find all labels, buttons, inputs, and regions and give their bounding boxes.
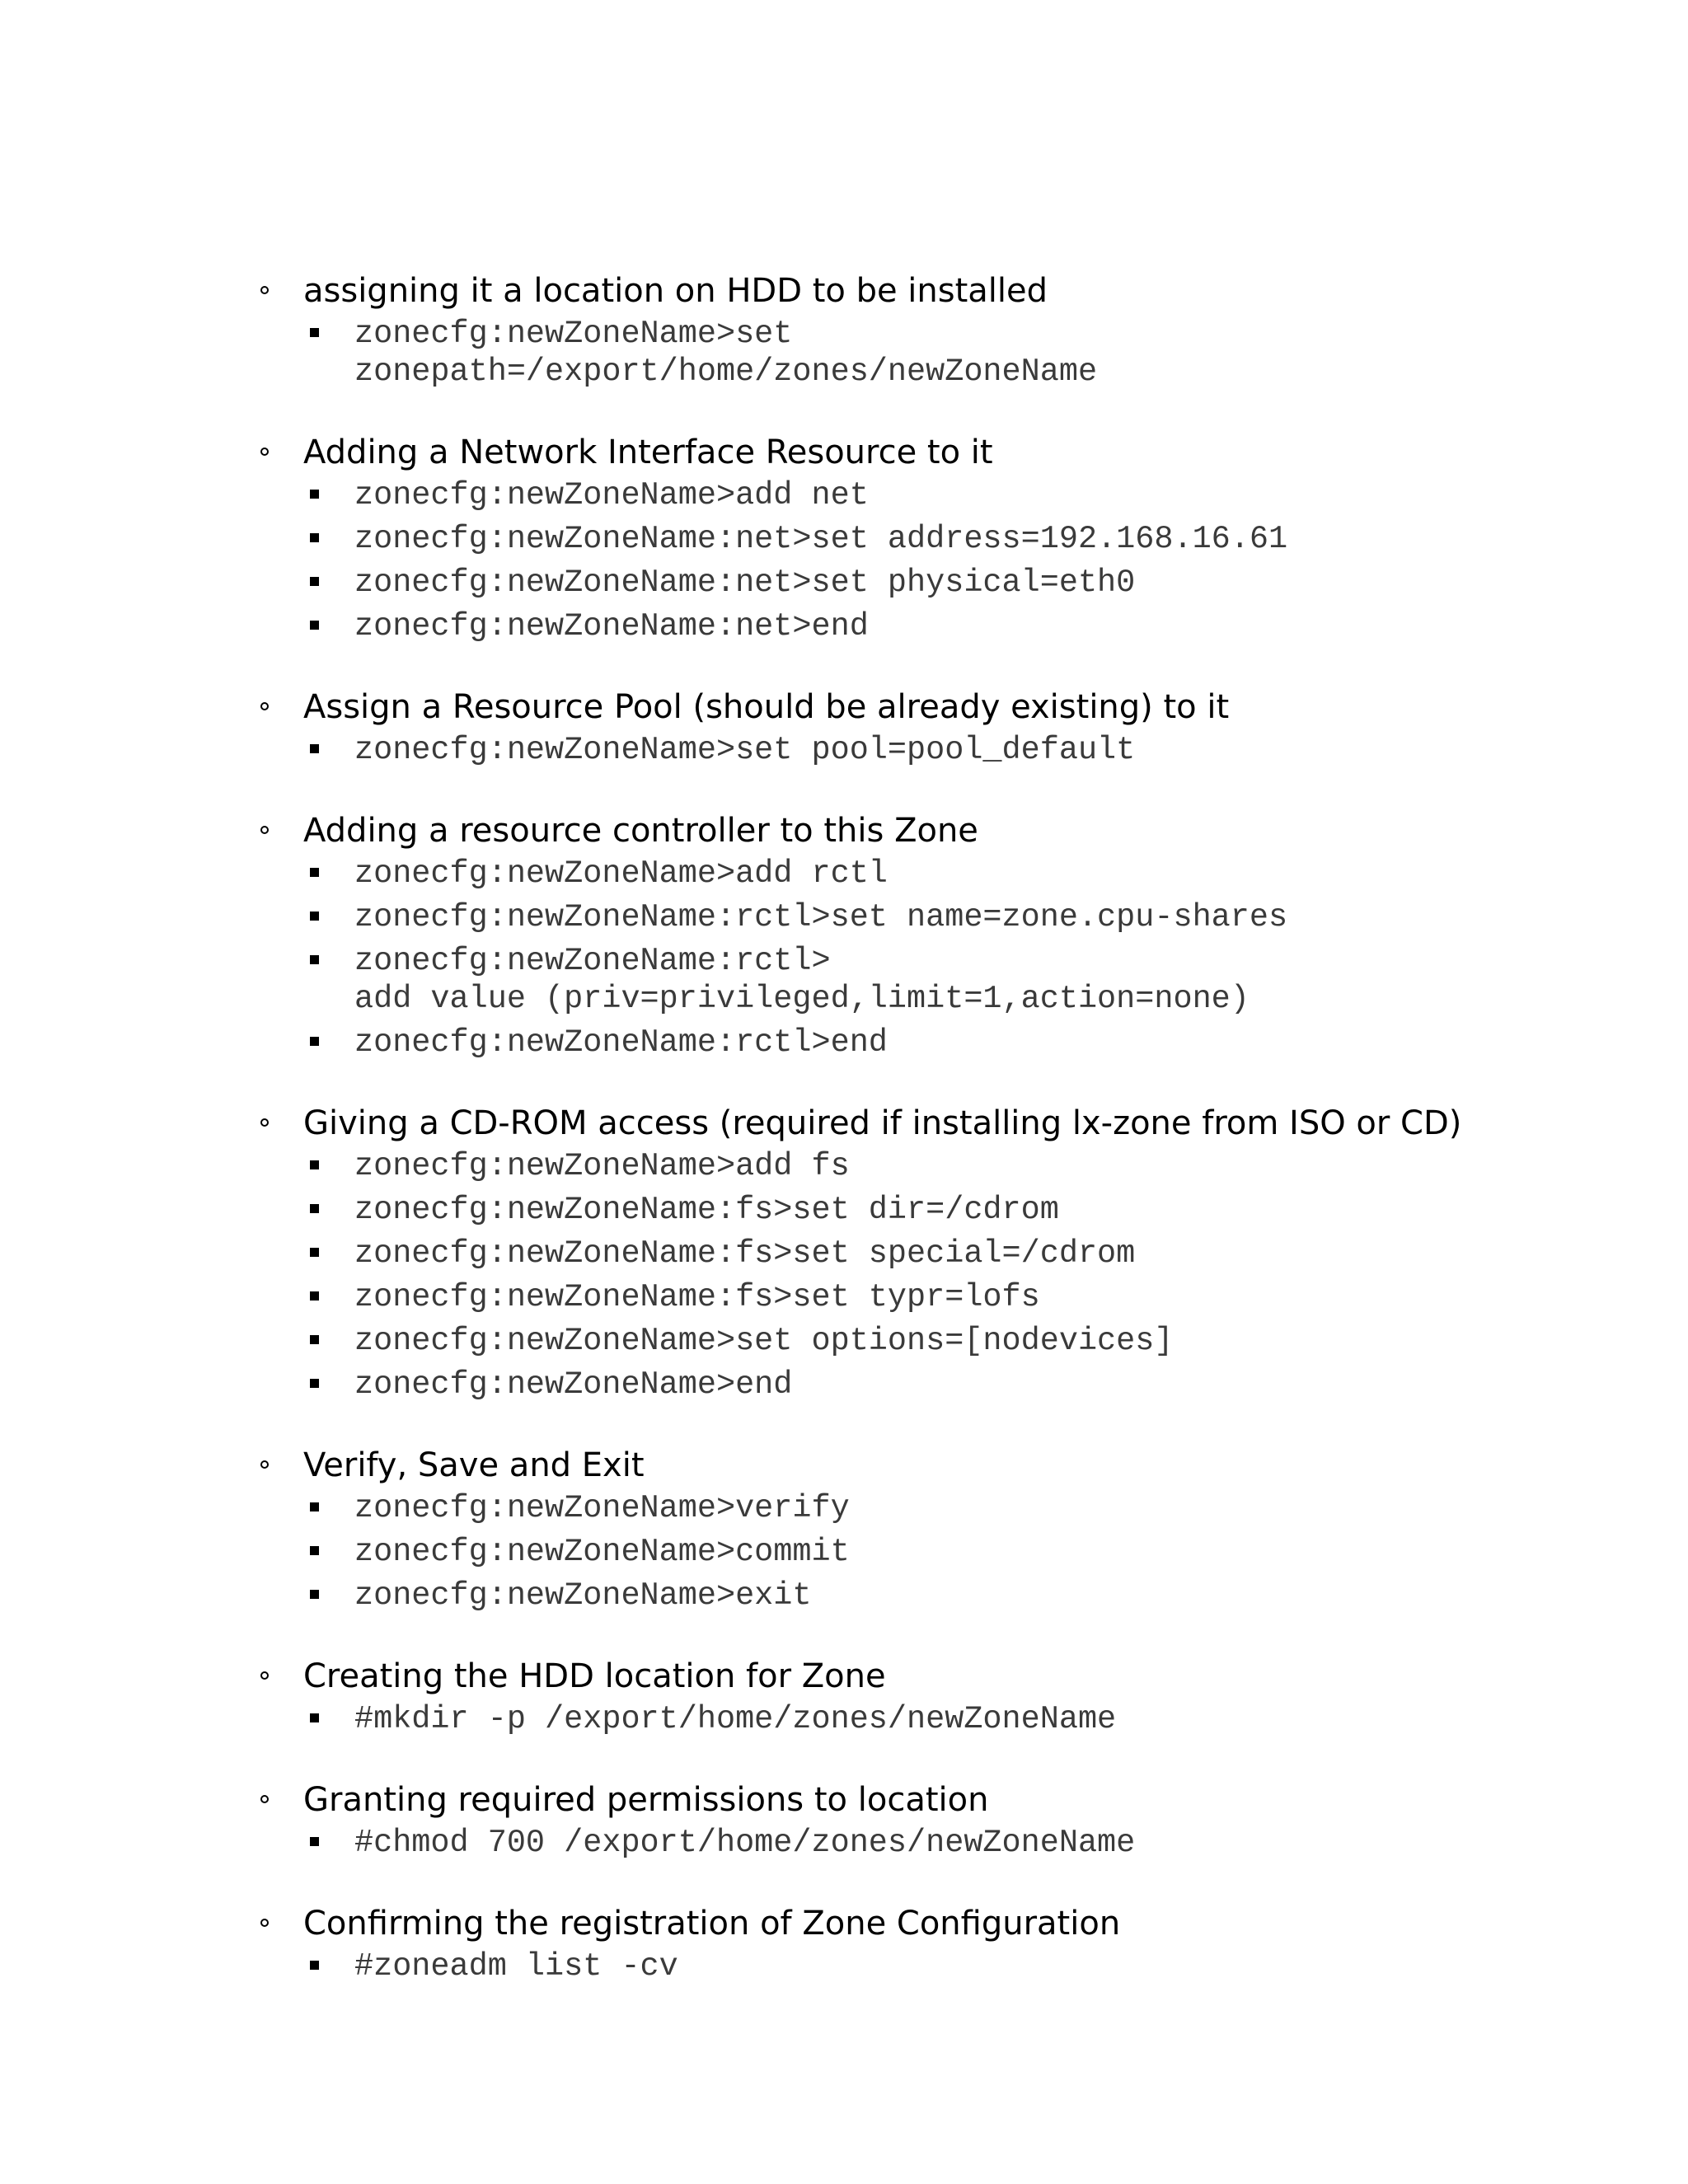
- square-bullet-icon: [310, 1502, 319, 1511]
- square-bullet-icon: [310, 621, 319, 630]
- command-text: zonecfg:newZoneName:rctl>end: [354, 1024, 888, 1061]
- command-text: zonecfg:newZoneName>commit: [354, 1534, 850, 1570]
- command-text: #chmod 700 /export/home/zones/newZoneName: [354, 1825, 1136, 1861]
- square-bullet-icon: [310, 1713, 319, 1722]
- command-list: [256, 315, 1615, 391]
- command-text: zonecfg:newZoneName>set: [354, 316, 793, 352]
- list-section: [256, 267, 1615, 391]
- square-bullet-icon: [310, 1379, 319, 1388]
- command-text: zonepath=/export/home/zones/newZoneName: [354, 354, 1098, 390]
- command-item: [256, 1489, 1615, 1527]
- square-bullet-icon: [310, 1037, 319, 1046]
- command-item: [256, 1147, 1615, 1185]
- command-item: [256, 1824, 1615, 1862]
- command-item: [256, 1533, 1615, 1571]
- section-heading: [256, 1099, 1615, 1147]
- command-item: [256, 1700, 1615, 1738]
- command-text: zonecfg:newZoneName:net>set address=192.168.16.61: [354, 521, 1288, 557]
- command-text: zonecfg:newZoneName:fs>set dir=/cdrom: [354, 1192, 1059, 1228]
- list-section: [256, 1441, 1615, 1615]
- list-section: [256, 429, 1615, 645]
- command-text: zonecfg:newZoneName>add fs: [354, 1148, 850, 1184]
- command-item: [256, 1235, 1615, 1272]
- hollow-circle-bullet-icon: [260, 448, 269, 456]
- hollow-circle-bullet-icon: [260, 702, 269, 710]
- command-item: [256, 1191, 1615, 1229]
- square-bullet-icon: [310, 955, 319, 964]
- square-bullet-icon: [310, 912, 319, 921]
- hollow-circle-bullet-icon: [260, 1795, 269, 1803]
- hollow-circle-bullet-icon: [260, 826, 269, 834]
- command-text: zonecfg:newZoneName>add rctl: [354, 855, 888, 892]
- section-heading: [256, 1776, 1615, 1824]
- command-list: [256, 731, 1615, 769]
- command-item: [256, 1366, 1615, 1404]
- command-item: [256, 1577, 1615, 1615]
- command-item: [256, 1322, 1615, 1360]
- command-text: zonecfg:newZoneName:fs>set typr=lofs: [354, 1279, 1040, 1315]
- command-text: zonecfg:newZoneName>add net: [354, 477, 869, 513]
- command-text: zonecfg:newZoneName>set options=[nodevices]: [354, 1323, 1174, 1359]
- command-item: [256, 564, 1615, 602]
- command-item: [256, 520, 1615, 558]
- square-bullet-icon: [310, 1248, 319, 1257]
- command-item: [256, 855, 1615, 893]
- section-heading-text: Granting required permissions to location: [303, 1781, 989, 1819]
- square-bullet-icon: [310, 533, 319, 542]
- command-item: [256, 942, 1615, 1018]
- square-bullet-icon: [310, 1837, 319, 1846]
- hollow-circle-bullet-icon: [260, 1919, 269, 1927]
- hollow-circle-bullet-icon: [260, 286, 269, 294]
- command-list: [256, 1700, 1615, 1738]
- section-heading: [256, 1900, 1615, 1947]
- command-text: zonecfg:newZoneName>verify: [354, 1490, 850, 1526]
- command-text: zonecfg:newZoneName:rctl>set name=zone.cpu-shares: [354, 899, 1288, 935]
- hollow-circle-bullet-icon: [260, 1118, 269, 1127]
- list-section: [256, 1099, 1615, 1404]
- command-item: [256, 1947, 1615, 1985]
- list-section: [256, 683, 1615, 769]
- square-bullet-icon: [310, 490, 319, 499]
- section-heading: [256, 1441, 1615, 1489]
- square-bullet-icon: [310, 868, 319, 877]
- command-list: [256, 476, 1615, 645]
- section-heading: [256, 267, 1615, 315]
- section-heading: [256, 429, 1615, 476]
- command-item: [256, 731, 1615, 769]
- section-heading: [256, 683, 1615, 731]
- square-bullet-icon: [310, 328, 319, 337]
- section-heading-text: Confirming the registration of Zone Configuration: [303, 1905, 1121, 1943]
- section-heading-text: Adding a Network Interface Resource to it: [303, 434, 993, 471]
- hollow-circle-bullet-icon: [260, 1460, 269, 1469]
- command-text: zonecfg:newZoneName:rctl>: [354, 943, 831, 979]
- command-item: [256, 607, 1615, 645]
- square-bullet-icon: [310, 1291, 319, 1301]
- square-bullet-icon: [310, 577, 319, 586]
- command-text: add value (priv=privileged,limit=1,action=none): [354, 981, 1250, 1017]
- command-text: zonecfg:newZoneName:fs>set special=/cdrom: [354, 1235, 1136, 1272]
- square-bullet-icon: [310, 1546, 319, 1555]
- command-list: [256, 855, 1615, 1062]
- square-bullet-icon: [310, 1590, 319, 1599]
- square-bullet-icon: [310, 1335, 319, 1344]
- square-bullet-icon: [310, 1961, 319, 1970]
- section-heading-text: assigning it a location on HDD to be installed: [303, 272, 1048, 310]
- command-list: [256, 1147, 1615, 1404]
- command-item: [256, 1024, 1615, 1062]
- list-section: [256, 1652, 1615, 1738]
- section-heading: [256, 1652, 1615, 1700]
- hollow-circle-bullet-icon: [260, 1671, 269, 1680]
- command-item: [256, 1278, 1615, 1316]
- section-heading-text: Assign a Resource Pool (should be already existing) to it: [303, 688, 1230, 726]
- command-item: [256, 476, 1615, 514]
- section-heading-text: Adding a resource controller to this Zone: [303, 812, 978, 850]
- square-bullet-icon: [310, 744, 319, 753]
- list-section: [256, 1776, 1615, 1862]
- list-section: [256, 1900, 1615, 1985]
- section-heading-text: Giving a CD-ROM access (required if installing lx-zone from ISO or CD): [303, 1104, 1462, 1142]
- command-list: [256, 1824, 1615, 1862]
- command-text: zonecfg:newZoneName>exit: [354, 1577, 812, 1614]
- square-bullet-icon: [310, 1204, 319, 1213]
- section-heading-text: Verify, Save and Exit: [303, 1446, 645, 1484]
- command-text: #mkdir -p /export/home/zones/newZoneName: [354, 1701, 1117, 1737]
- command-text: zonecfg:newZoneName>set pool=pool_default: [354, 732, 1136, 768]
- section-heading-text: Creating the HDD location for Zone: [303, 1657, 886, 1695]
- command-text: zonecfg:newZoneName:net>end: [354, 608, 869, 644]
- command-list: [256, 1947, 1615, 1985]
- instruction-list: [256, 267, 1615, 2023]
- square-bullet-icon: [310, 1160, 319, 1169]
- command-text: zonecfg:newZoneName:net>set physical=eth0: [354, 565, 1136, 601]
- command-item: [256, 898, 1615, 936]
- command-text: #zoneadm list -cv: [354, 1948, 678, 1985]
- list-section: [256, 807, 1615, 1062]
- section-heading: [256, 807, 1615, 855]
- command-list: [256, 1489, 1615, 1615]
- command-item: [256, 315, 1615, 391]
- command-text: zonecfg:newZoneName>end: [354, 1366, 793, 1403]
